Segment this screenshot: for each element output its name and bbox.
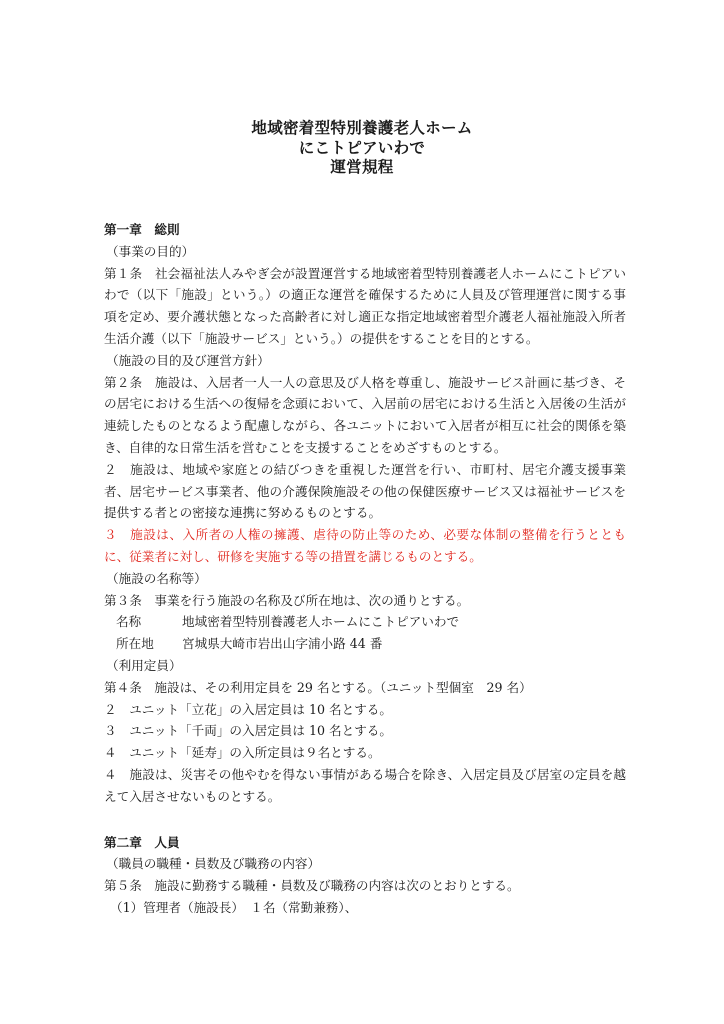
title-line-3: 運営規程: [330, 157, 394, 176]
article-2-paragraph-2: ２ 施設は、地域や家庭との結びつきを重視した運営を行い、市町村、居宅介護支援事業者、居宅サービス事業者、他の介護保険施設その他の保健医療サービス又は福祉サービスを提供する者との密接な連携に努めるものとする。: [104, 461, 626, 521]
facility-address-label: 所在地: [116, 636, 154, 652]
article-5-subhead: （職員の職種・員数及び職務の内容）: [106, 856, 321, 872]
facility-address-row: [104, 633, 626, 655]
article-2-subhead: （施設の目的及び運営方針）: [106, 352, 270, 368]
chapter-2-heading: 第二章 人員: [104, 834, 180, 850]
article-5-text: 第５条 施設に勤務する職種・員数及び職務の内容は次のとおりとする。: [104, 878, 520, 894]
title-line-1: 地域密着型特別養護老人ホーム: [251, 118, 473, 137]
article-1-text: 第１条 社会福祉法人みやぎ会が設置運営する地域密着型特別養護老人ホームにこトピアいわで（以下「施設」という。）の適正な運営を確保するために人員及び管理運営に関する事項を定め、要介護状態となった高齢者に対し適正な指定地域密着型介護老人福祉施設入所者生活介護（以下「施設サービス」という。）の提供をすることを目的とする。: [104, 265, 626, 346]
facility-name-label: 名称: [116, 614, 142, 630]
article-4-text: 第４条 施設は、その利用定員を 29 名とする。（ユニット型個室 29 名）: [104, 679, 532, 695]
chapter-1-heading: 第一章 総則: [104, 222, 180, 237]
chapter-gap: [104, 808, 626, 832]
document-body: [104, 219, 626, 919]
article-3-text: 第３条 事業を行う施設の名称及び所在地は、次の通りとする。: [104, 592, 470, 608]
article-4-subhead: （利用定員）: [106, 657, 182, 673]
title-line-2: にこトピアいわで: [298, 137, 426, 157]
article-2-paragraph-3-highlighted: ３ 施設は、入所者の人権の擁護、虐待の防止等のため、必要な体制の整備を行うとともに、従業者に対し、研修を実施する等の措置を講じるものとする。: [104, 527, 626, 564]
document-title: [0, 118, 724, 177]
article-2-text: 第２条 施設は、入居者一人一人の意思及び人格を尊重し、施設サービス計画に基づき、その居宅における生活への復帰を念頭において、入居前の居宅における生活と入居後の生活が連続したものとなるよう配慮しながら、各ユニットにおいて入居者が相互に社会的関係を築き、自律的な日常生活を営むことを支援することをめざすものとする。: [104, 374, 626, 455]
facility-name-row: [104, 611, 626, 633]
facility-name-value: 地域密着型特別養護老人ホームにこトピアいわで: [182, 614, 460, 630]
article-4-paragraph-3: ３ ユニット「千両」の入居定員は 10 名とする。: [104, 723, 392, 739]
article-5-item-1: （1）管理者（施設長） １名（常勤兼務）、: [110, 899, 358, 915]
article-4-paragraph-4: ４ ユニット「延寿」の入所定員は９名とする。: [104, 745, 381, 761]
article-3-subhead: （施設の名称等）: [106, 570, 207, 586]
article-4-paragraph-2: ２ ユニット「立花」の入居定員は 10 名とする。: [104, 701, 392, 717]
article-1-subhead: （事業の目的）: [106, 243, 195, 259]
facility-address-value: 宮城県大崎市岩出山字浦小路 44 番: [182, 636, 383, 652]
article-4-paragraph-5: ４ 施設は、災害その他やむを得ない事情がある場合を除き、入居定員及び居室の定員を越えて入居させないものとする。: [104, 766, 626, 804]
